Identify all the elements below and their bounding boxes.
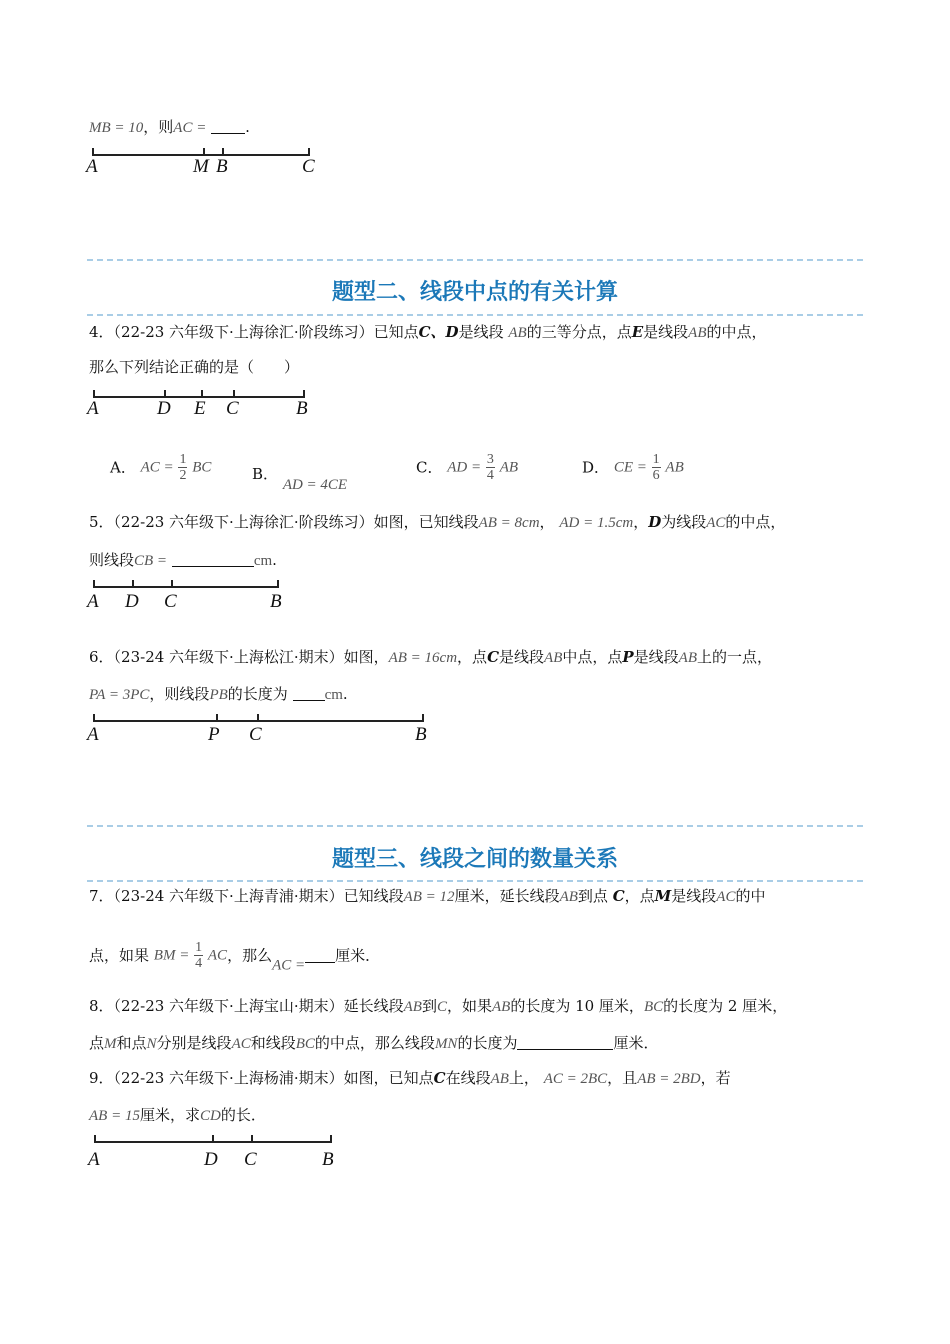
top-question-fragment: MB = 10，则AC = . xyxy=(89,118,250,136)
option-a[interactable]: A． AC = $\frac{1}{2}$ BC xyxy=(110,452,212,483)
question-7-line1: 7．（23-24 六年级下·上海青浦·期末）已知线段AB = 12厘米，延长线段AB到点 C，点M是线段AC的中 xyxy=(89,887,766,905)
question-9-line2: AB = 15厘米，求CD的长． xyxy=(89,1106,266,1124)
question-4-line2: 那么下列结论正确的是（ ） xyxy=(89,358,300,376)
option-d[interactable]: D． CE = $\frac{1}{6}$ AB xyxy=(582,452,684,483)
section-divider xyxy=(87,314,863,316)
section-title-2: 题型二、线段中点的有关计算 xyxy=(331,280,618,305)
section-divider xyxy=(87,259,863,261)
section-divider xyxy=(87,825,863,827)
answer-blank xyxy=(211,119,245,134)
section-title-3: 题型三、线段之间的数量关系 xyxy=(331,847,618,872)
math-ac: AC = xyxy=(173,120,207,136)
question-6-line2: PA = 3PC，则线段PB的长度为 cm. xyxy=(89,685,348,703)
option-b[interactable]: B． AD = 4CE xyxy=(252,465,348,493)
math-mb: MB = 10 xyxy=(89,120,144,136)
point-label-b: B xyxy=(216,156,228,177)
option-c[interactable]: C． AD = $\frac{3}{4}$ AB xyxy=(416,452,519,483)
question-8-line1: 8．（22-23 六年级下·上海宝山·期末）延长线段AB到C，如果AB的长度为 10 厘米，BC的长度为 2 厘米， xyxy=(89,997,788,1015)
question-7-line2: 点，如果 BM = $\frac{1}{4}$ AC，那么AC =厘米． xyxy=(89,940,381,974)
question-8-line2: 点M和点N分别是线段AC和线段BC的中点，那么线段MN的长度为 厘米． xyxy=(89,1034,659,1052)
section-divider xyxy=(87,880,863,882)
point-label-m: M xyxy=(193,156,209,177)
question-6-line1: 6．（23-24 六年级下·上海松江·期末）如图，AB = 16cm，点C是线段AB中点，点P是线段AB上的一点， xyxy=(89,648,773,666)
question-9-line1: 9．（22-23 六年级下·上海杨浦·期末）如图，已知点C在线段AB上， AC = 2BC，且AB = 2BD，若 xyxy=(89,1069,731,1087)
point-label-a: A xyxy=(86,156,98,177)
question-4-line1: 4．（22-23 六年级下·上海徐汇·阶段练习）已知点C、D是线段 AB的三等分点，点E是线段AB的中点， xyxy=(89,323,767,341)
answer-blank xyxy=(293,686,325,701)
point-label-c: C xyxy=(302,156,315,177)
answer-blank xyxy=(305,948,335,963)
question-5-line1: 5．（22-23 六年级下·上海徐汇·阶段练习）如图，已知线段AB = 8cm， AD = 1.5cm，D为线段AC的中点， xyxy=(89,513,786,531)
answer-blank xyxy=(517,1035,613,1050)
question-5-line2: 则线段CB = cm. xyxy=(89,551,277,569)
answer-blank xyxy=(172,552,254,567)
